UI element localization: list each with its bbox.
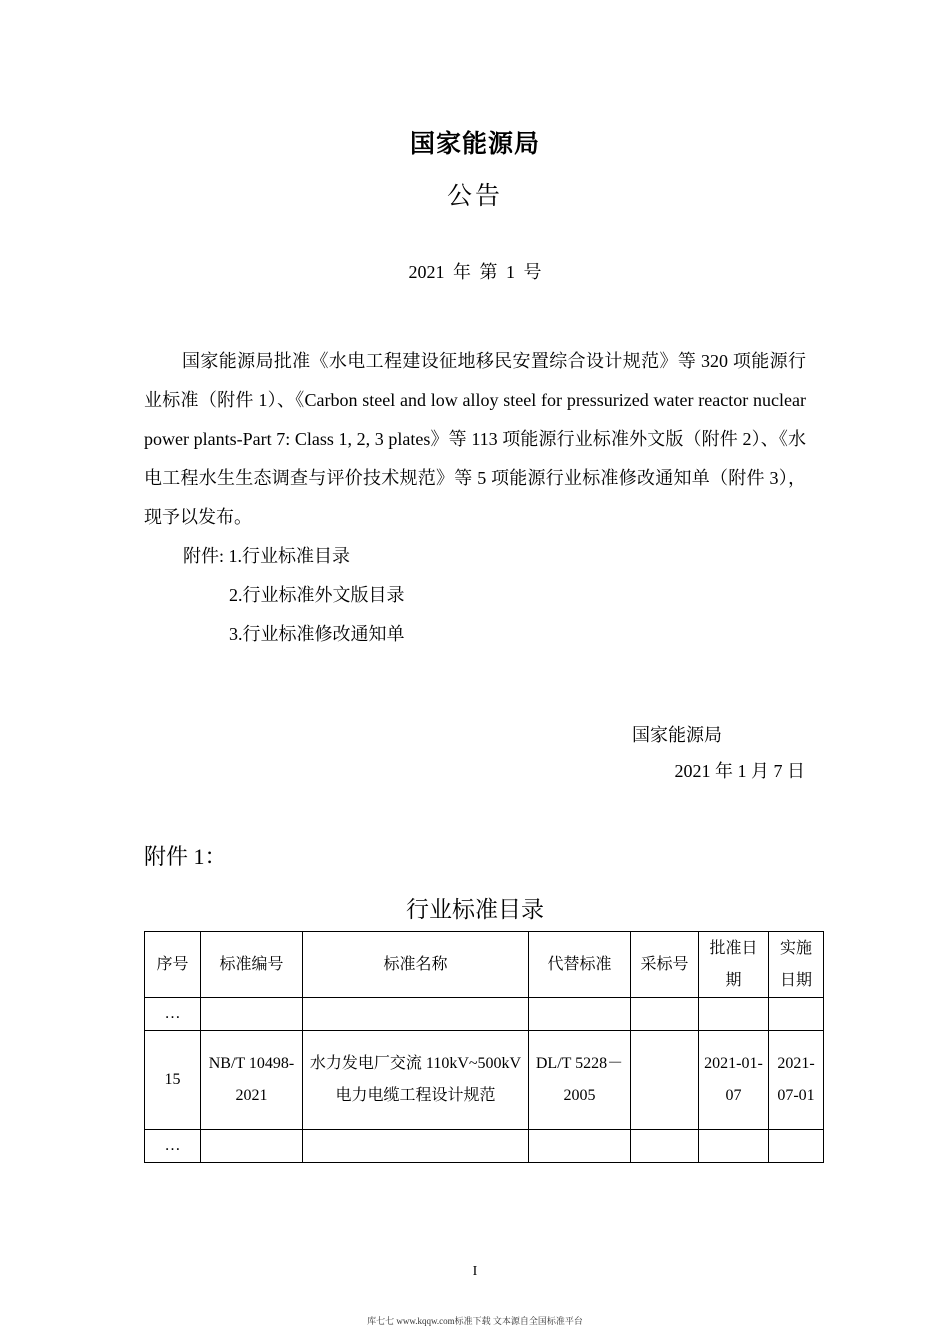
table-header-row — [145, 932, 824, 998]
signature-org: 国家能源局 — [632, 725, 722, 745]
row-effective-date: 2021-07-01 — [769, 1031, 824, 1130]
org-title: 国家能源局 — [409, 129, 540, 158]
page-number: I — [472, 1264, 478, 1279]
standards-table — [144, 931, 824, 1163]
row-adopted — [631, 1031, 699, 1130]
footer-note: 库七七 www.kqqw.com标准下载 文本源自全国标准平台 — [367, 1316, 583, 1326]
catalog-title: 行业标准目录 — [406, 897, 544, 923]
row-seq: 15 — [145, 1031, 201, 1130]
header-code: 标准编号 — [201, 932, 303, 998]
attachment-item: 2.行业标准外文版目录 — [229, 585, 405, 605]
attachment-item: 1.行业标准目录 — [228, 546, 351, 566]
row-code: NB/T 10498-2021 — [201, 1031, 303, 1130]
header-name: 标准名称 — [303, 932, 529, 998]
table-row — [145, 1130, 824, 1163]
row-name: 水力发电厂交流 110kV~500kV 电力电缆工程设计规范 — [303, 1031, 529, 1130]
header-effective-date: 实施日期 — [769, 932, 824, 998]
appendix-label: 附件 1： — [144, 844, 227, 869]
announcement-paragraph: 国家能源局批准《水电工程建设征地移民安置综合设计规范》等 320 项能源行业标准（附件 1）、《Carbon steel and low alloy steel for pressurized water reactor nuclear power plants-Part 7: Class 1, 2, 3 plates》等 113 项能源行业标准外文版（附件 2）、《水电工程水生生态调查与评价技术规范》等 5 项能源行业标准修改通知单（附件 3），现予以发布。 — [144, 351, 806, 527]
table-row — [145, 998, 824, 1031]
table-row — [145, 1031, 824, 1130]
attachments-label: 附件: — [183, 546, 225, 566]
header-seq: 序号 — [145, 932, 201, 998]
ellipsis-cell: … — [145, 1130, 201, 1163]
doc-number: 2021 年 第 1 号 — [408, 262, 542, 282]
attachment-item: 3.行业标准修改通知单 — [229, 624, 405, 644]
row-replaces: DL/T 5228－2005 — [529, 1031, 631, 1130]
signature-date: 2021 年 1 月 7 日 — [674, 761, 805, 781]
header-replaces: 代替标准 — [529, 932, 631, 998]
header-approval-date: 批准日期 — [699, 932, 769, 998]
ellipsis-cell: … — [145, 998, 201, 1031]
attachment-list-first — [183, 537, 350, 576]
header-adopted: 采标号 — [631, 932, 699, 998]
notice-title: 公告 — [446, 181, 503, 210]
row-approval-date: 2021-01-07 — [699, 1031, 769, 1130]
